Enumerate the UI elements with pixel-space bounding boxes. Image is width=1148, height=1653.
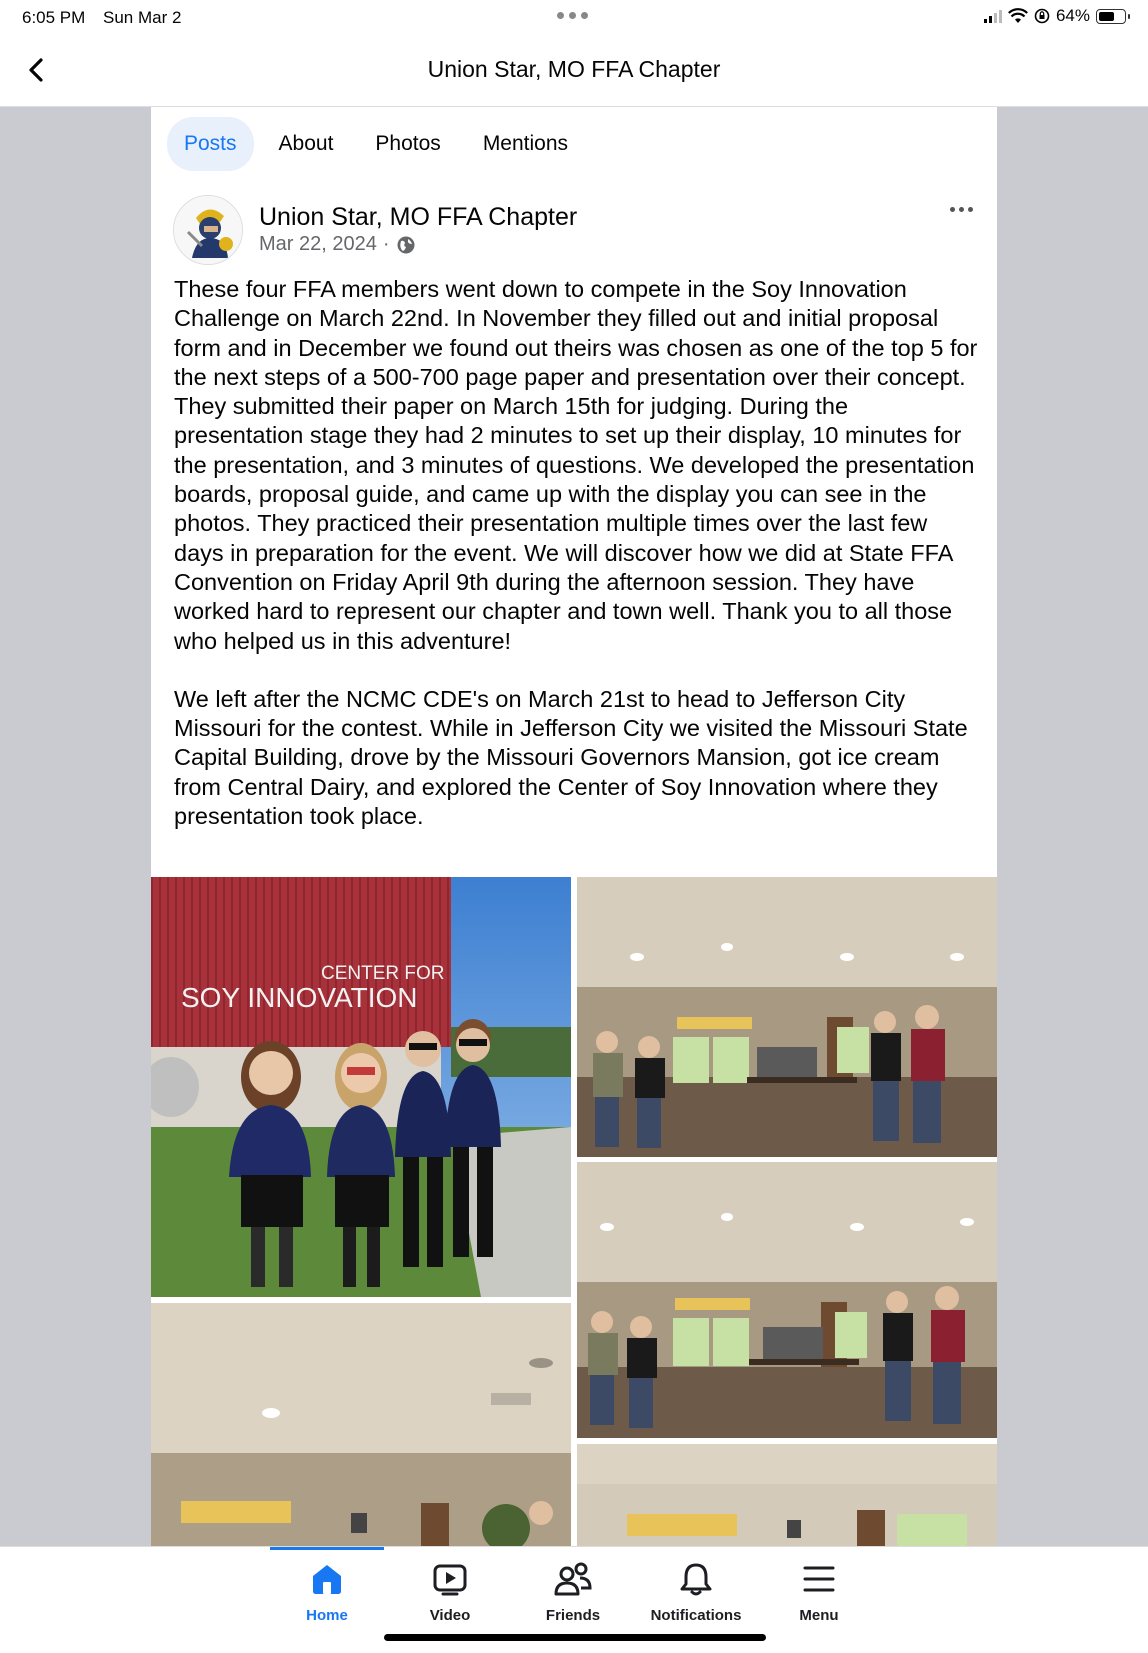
post-photo[interactable] bbox=[151, 1303, 571, 1547]
home-icon bbox=[309, 1561, 345, 1597]
menu-icon bbox=[801, 1561, 837, 1597]
post-photo[interactable] bbox=[577, 1162, 997, 1438]
nav-friends[interactable] bbox=[513, 1557, 633, 1624]
nav-video-label: Video bbox=[429, 1607, 471, 1624]
globe-icon bbox=[396, 235, 416, 255]
home-indicator[interactable] bbox=[384, 1634, 766, 1641]
tab-photos[interactable]: Photos bbox=[375, 132, 441, 155]
post-body bbox=[174, 275, 980, 831]
more-options-icon[interactable] bbox=[950, 207, 973, 212]
battery-icon bbox=[1096, 9, 1126, 24]
spartan-mascot-icon bbox=[174, 196, 243, 265]
status-date: Sun Mar 2 bbox=[103, 8, 182, 27]
sign-line-1: CENTER FOR bbox=[321, 963, 445, 984]
friends-icon bbox=[554, 1561, 592, 1597]
bell-icon bbox=[678, 1561, 714, 1597]
tab-mentions[interactable]: Mentions bbox=[482, 132, 569, 155]
video-icon bbox=[432, 1561, 468, 1597]
post-photo[interactable] bbox=[151, 877, 571, 1297]
profile-tabs bbox=[167, 117, 585, 171]
post-photo[interactable] bbox=[577, 877, 997, 1157]
multitasking-dots-icon[interactable] bbox=[557, 12, 588, 19]
post-author[interactable]: Union Star, MO FFA Chapter bbox=[259, 203, 578, 231]
page-title: Union Star, MO FFA Chapter bbox=[427, 56, 721, 82]
nav-menu-label: Menu bbox=[799, 1607, 839, 1624]
post-card bbox=[151, 107, 997, 1547]
post-paragraph: These four FFA members went down to compete in the Soy Innovation Challenge on March 22nd. In November they filled out and initial proposal form and in December we found out theirs was chosen as one of the top 5 for the next steps of a 500-700 page paper and presentation over their concept. They submitted their paper on March 15th for judging. During the presentation stage they had 2 minutes to set up their display, 10 minutes for the presentation, and 3 minutes of questions. We developed the presentation boards, proposal guide, and came up with the display you can see in the photos. They practiced their presentation multiple times over the last few days in preparation for the event. We will discover how we did at State FFA Convention on Friday April 9th during the afternoon session. They have worked hard to represent our chapter and town well. Thank you to all those who helped us in this adventure! bbox=[174, 276, 978, 654]
post-date[interactable]: Mar 22, 2024 bbox=[259, 233, 377, 255]
tab-posts[interactable]: Posts bbox=[167, 117, 254, 171]
sign-line-2: SOY INNOVATION bbox=[181, 982, 418, 1013]
orientation-lock-icon bbox=[1034, 8, 1050, 24]
signal-icon bbox=[984, 9, 1002, 23]
nav-friends-label: Friends bbox=[545, 1607, 601, 1624]
post-paragraph: We left after the NCMC CDE's on March 21st to head to Jefferson City Missouri for the contest. While in Jefferson City we visited the Missouri State Capital Building, drove by the Missouri Governors Mansion, got ice cream from Central Dairy, and explored the Center of Soy Innovation where they presentation took place. bbox=[174, 685, 968, 830]
status-bar bbox=[0, 0, 1148, 36]
nav-video[interactable] bbox=[390, 1557, 510, 1624]
nav-menu[interactable] bbox=[759, 1557, 879, 1624]
avatar[interactable] bbox=[173, 195, 243, 265]
nav-notifications-label: Notifications bbox=[650, 1607, 742, 1624]
page-header bbox=[0, 36, 1148, 107]
meta-separator: · bbox=[382, 233, 390, 255]
status-indicators bbox=[984, 6, 1126, 26]
status-time: 6:05 PM bbox=[22, 8, 86, 27]
nav-notifications[interactable] bbox=[636, 1557, 756, 1624]
post-meta bbox=[259, 233, 416, 256]
battery-percent: 64% bbox=[1055, 6, 1090, 25]
post-photo[interactable] bbox=[577, 1444, 997, 1547]
active-tab-indicator bbox=[270, 1547, 384, 1550]
nav-home-label: Home bbox=[306, 1607, 348, 1624]
wifi-icon bbox=[1008, 8, 1028, 24]
nav-home[interactable] bbox=[267, 1557, 387, 1624]
tab-about[interactable]: About bbox=[278, 132, 334, 155]
